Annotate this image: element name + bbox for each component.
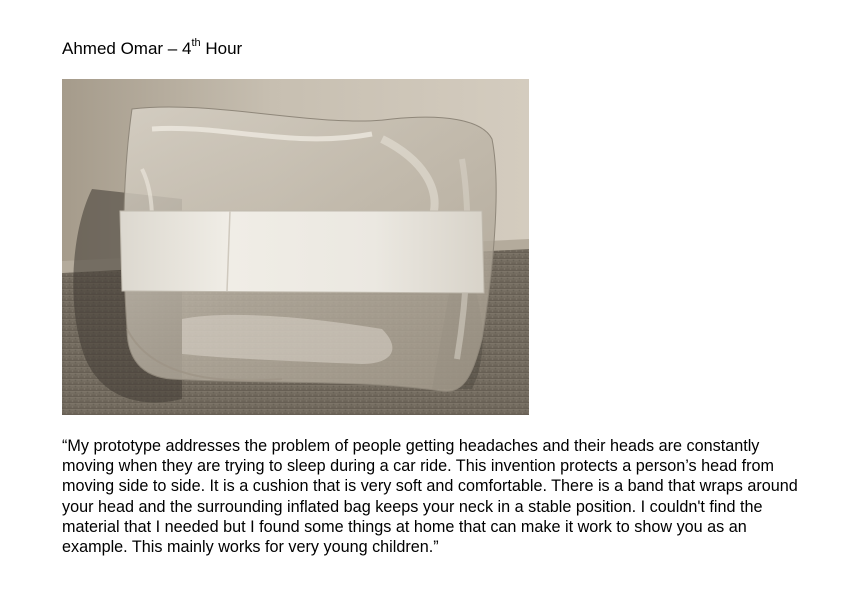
prototype-photo-drawing (62, 79, 529, 415)
title-hour: Hour (200, 39, 243, 58)
page-title (62, 39, 242, 59)
title-name: Ahmed Omar – 4 (62, 39, 192, 58)
title-ordinal-suffix: th (191, 37, 201, 50)
prototype-photo (62, 79, 529, 415)
prototype-description: “My prototype addresses the problem of people getting headaches and their heads are constantly moving when they are trying to sleep during a car ride. This invention protects a person’s head from moving side to side. It is a cushion that is very soft and comfortable. There is a band that wraps around your head and the surrounding inflated bag keeps your neck in a stable position. I couldn't find the material that I needed but I found some things at home that can make it work to show you as an example. This mainly works for very young children.” (62, 437, 798, 557)
